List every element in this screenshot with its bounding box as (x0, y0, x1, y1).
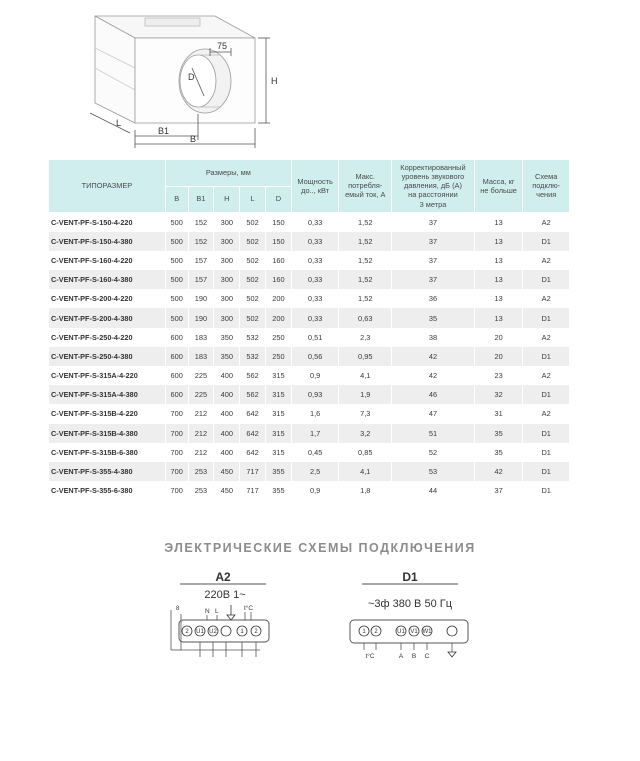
scheme-a2-label: A2 (215, 570, 231, 584)
cell-noise: 47 (392, 404, 475, 423)
cell-b1: 157 (188, 270, 214, 289)
cell-model: C-VENT-PF-S-150-4-380 (49, 232, 166, 251)
cell-mass: 32 (474, 385, 523, 404)
cell-b: 700 (165, 462, 188, 481)
table-row (49, 289, 570, 308)
cell-scheme: A2 (523, 328, 570, 347)
scheme-a2 (171, 570, 269, 657)
cell-b1: 152 (188, 212, 214, 232)
cell-b: 500 (165, 308, 188, 327)
cell-h: 300 (214, 251, 240, 270)
cell-l: 717 (240, 462, 266, 481)
cell-b: 700 (165, 404, 188, 423)
cell-b1: 225 (188, 385, 214, 404)
cell-b: 600 (165, 385, 188, 404)
cell-d: 315 (266, 385, 292, 404)
scheme-a2-terminal-4: 1 (240, 629, 244, 635)
cell-h: 450 (214, 481, 240, 500)
dim-75-label: 75 (217, 41, 228, 51)
wiring-schemes (0, 560, 640, 680)
cell-power: 0,56 (291, 347, 339, 366)
scheme-a2-terminal-1: 2 (185, 629, 189, 635)
cell-b1: 190 (188, 308, 214, 327)
cell-h: 350 (214, 328, 240, 347)
cell-power: 0,93 (291, 385, 339, 404)
cell-noise: 37 (392, 251, 475, 270)
table-row (49, 212, 570, 232)
spec-table-body (49, 212, 570, 500)
scheme-a2-terminal-3: U2 (209, 629, 217, 635)
table-row (49, 328, 570, 347)
cell-noise: 36 (392, 289, 475, 308)
table-row (49, 462, 570, 481)
cell-scheme: D1 (523, 270, 570, 289)
scheme-d1-term-c: C (424, 653, 430, 660)
cell-model: C-VENT-PF-S-150-4-220 (49, 212, 166, 232)
cell-model: C-VENT-PF-S-200-4-220 (49, 289, 166, 308)
dim-h-label: H (271, 76, 278, 86)
cell-b1: 183 (188, 347, 214, 366)
table-row (49, 347, 570, 366)
header-power: Мощность до.., кВт (291, 160, 339, 212)
scheme-a2-supply: 220В 1~ (204, 589, 246, 601)
cell-l: 642 (240, 424, 266, 443)
cell-l: 642 (240, 443, 266, 462)
cell-current: 4,1 (339, 366, 392, 385)
header-mass: Масса, кг не больше (474, 160, 523, 212)
cell-h: 300 (214, 212, 240, 232)
cell-d: 355 (266, 481, 292, 500)
cell-noise: 37 (392, 232, 475, 251)
cell-current: 4,1 (339, 462, 392, 481)
cell-noise: 51 (392, 424, 475, 443)
cell-scheme: D1 (523, 232, 570, 251)
table-row (49, 443, 570, 462)
cell-b: 700 (165, 443, 188, 462)
scheme-a2-ground-icon (227, 605, 235, 620)
header-b: B (165, 186, 188, 212)
cell-scheme: D1 (523, 385, 570, 404)
scheme-d1-terminal-3: U1 (397, 629, 405, 635)
cell-d: 150 (266, 232, 292, 251)
fan-box-drawing (80, 8, 290, 158)
cell-d: 355 (266, 462, 292, 481)
cell-noise: 42 (392, 347, 475, 366)
cell-b1: 157 (188, 251, 214, 270)
cell-scheme: D1 (523, 424, 570, 443)
cell-current: 1,52 (339, 289, 392, 308)
cell-l: 502 (240, 289, 266, 308)
cell-mass: 20 (474, 328, 523, 347)
table-row (49, 270, 570, 289)
cell-l: 717 (240, 481, 266, 500)
cell-l: 642 (240, 404, 266, 423)
scheme-a2-term-tc: t°C (244, 605, 254, 612)
cell-b: 600 (165, 328, 188, 347)
table-row (49, 366, 570, 385)
cell-mass: 13 (474, 232, 523, 251)
cell-mass: 13 (474, 212, 523, 232)
cell-d: 200 (266, 289, 292, 308)
cell-b1: 225 (188, 366, 214, 385)
cell-h: 300 (214, 308, 240, 327)
cell-scheme: D1 (523, 462, 570, 481)
cell-b1: 212 (188, 424, 214, 443)
cell-power: 0,33 (291, 232, 339, 251)
cell-b1: 253 (188, 481, 214, 500)
cell-noise: 37 (392, 270, 475, 289)
cell-b: 500 (165, 232, 188, 251)
table-row (49, 232, 570, 251)
cell-scheme: D1 (523, 308, 570, 327)
cell-d: 160 (266, 270, 292, 289)
scheme-d1-terminal-2: 2 (374, 629, 378, 635)
scheme-a2-term-l: L (215, 608, 219, 615)
cell-scheme: A2 (523, 251, 570, 270)
cell-l: 502 (240, 232, 266, 251)
cell-noise: 38 (392, 328, 475, 347)
cell-mass: 23 (474, 366, 523, 385)
scheme-d1 (350, 570, 468, 660)
cell-mass: 37 (474, 481, 523, 500)
cell-power: 1,6 (291, 404, 339, 423)
scheme-d1-terminal-4: V1 (410, 629, 418, 635)
cell-current: 1,9 (339, 385, 392, 404)
dim-b1-label: B1 (158, 126, 170, 136)
cell-scheme: A2 (523, 366, 570, 385)
table-row (49, 481, 570, 500)
cell-b: 600 (165, 347, 188, 366)
cell-mass: 13 (474, 251, 523, 270)
table-row (49, 308, 570, 327)
cell-mass: 31 (474, 404, 523, 423)
cell-model: C-VENT-PF-S-250-4-220 (49, 328, 166, 347)
scheme-d1-term-a: A (398, 653, 404, 660)
cell-d: 315 (266, 404, 292, 423)
cell-current: 0,63 (339, 308, 392, 327)
table-row (49, 385, 570, 404)
cell-l: 502 (240, 308, 266, 327)
cell-b: 700 (165, 481, 188, 500)
table-row (49, 404, 570, 423)
cell-current: 1,52 (339, 232, 392, 251)
cell-noise: 42 (392, 366, 475, 385)
cell-power: 0,45 (291, 443, 339, 462)
scheme-a2-terminal-5: 2 (254, 629, 258, 635)
header-model: ТИПОРАЗМЕР (49, 160, 166, 212)
cell-d: 315 (266, 366, 292, 385)
cell-h: 400 (214, 443, 240, 462)
cell-h: 450 (214, 462, 240, 481)
cell-l: 502 (240, 212, 266, 232)
spec-table (48, 160, 570, 500)
cell-h: 400 (214, 404, 240, 423)
cell-scheme: D1 (523, 347, 570, 366)
cell-current: 1,52 (339, 212, 392, 232)
cell-b: 500 (165, 251, 188, 270)
cell-power: 0,33 (291, 270, 339, 289)
cell-current: 0,95 (339, 347, 392, 366)
cell-b: 500 (165, 270, 188, 289)
cell-l: 502 (240, 251, 266, 270)
cell-b: 500 (165, 212, 188, 232)
header-h: H (214, 186, 240, 212)
table-row (49, 424, 570, 443)
cell-model: C-VENT-PF-S-250-4-380 (49, 347, 166, 366)
cell-power: 0,33 (291, 308, 339, 327)
cell-mass: 42 (474, 462, 523, 481)
header-dimensions: Размеры, мм (165, 160, 291, 186)
cell-noise: 53 (392, 462, 475, 481)
cell-model: C-VENT-PF-S-315A-4-380 (49, 385, 166, 404)
cell-b: 600 (165, 366, 188, 385)
dim-d-label: D (188, 72, 195, 82)
cell-noise: 44 (392, 481, 475, 500)
scheme-d1-terminal-5: W1 (422, 629, 432, 635)
cell-b: 500 (165, 289, 188, 308)
cell-model: C-VENT-PF-S-355-6-380 (49, 481, 166, 500)
cell-power: 0,9 (291, 481, 339, 500)
header-b1: B1 (188, 186, 214, 212)
cell-d: 250 (266, 328, 292, 347)
scheme-a2-term-8: 8 (176, 606, 180, 612)
cell-current: 1,52 (339, 270, 392, 289)
cell-power: 0,51 (291, 328, 339, 347)
cell-h: 350 (214, 347, 240, 366)
cell-power: 1,7 (291, 424, 339, 443)
cell-l: 562 (240, 366, 266, 385)
cell-l: 502 (240, 270, 266, 289)
scheme-d1-label: D1 (402, 570, 418, 584)
scheme-d1-supply: ~3ф 380 В 50 Гц (368, 598, 452, 610)
cell-model: C-VENT-PF-S-315B-6-380 (49, 443, 166, 462)
table-row (49, 251, 570, 270)
cell-model: C-VENT-PF-S-160-4-220 (49, 251, 166, 270)
cell-h: 300 (214, 289, 240, 308)
scheme-d1-term-tc: t°C (365, 653, 375, 660)
cell-power: 0,9 (291, 366, 339, 385)
cell-model: C-VENT-PF-S-160-4-380 (49, 270, 166, 289)
cell-h: 300 (214, 270, 240, 289)
cell-noise: 52 (392, 443, 475, 462)
cell-b1: 183 (188, 328, 214, 347)
dim-b-label: B (190, 134, 197, 144)
cell-power: 0,33 (291, 251, 339, 270)
scheme-a2-terminal-2: U1 (196, 629, 204, 635)
cell-mass: 20 (474, 347, 523, 366)
cell-mass: 13 (474, 308, 523, 327)
cell-l: 532 (240, 328, 266, 347)
cell-current: 7,3 (339, 404, 392, 423)
schemes-title: ЭЛЕКТРИЧЕСКИЕ СХЕМЫ ПОДКЛЮЧЕНИЯ (164, 541, 476, 555)
cell-b: 700 (165, 424, 188, 443)
scheme-d1-ground-icon (448, 652, 456, 657)
cell-model: C-VENT-PF-S-315B-4-220 (49, 404, 166, 423)
header-current: Макс. потребля- емый ток, А (339, 160, 392, 212)
cell-h: 400 (214, 385, 240, 404)
cell-d: 315 (266, 424, 292, 443)
cell-l: 562 (240, 385, 266, 404)
cell-model: C-VENT-PF-S-200-4-380 (49, 308, 166, 327)
cell-scheme: A2 (523, 404, 570, 423)
cell-scheme: D1 (523, 443, 570, 462)
cell-b1: 212 (188, 404, 214, 423)
cell-model: C-VENT-PF-S-315B-4-380 (49, 424, 166, 443)
cell-power: 0,33 (291, 289, 339, 308)
cell-current: 0,85 (339, 443, 392, 462)
cell-d: 250 (266, 347, 292, 366)
cell-b1: 253 (188, 462, 214, 481)
cell-current: 3,2 (339, 424, 392, 443)
header-d: D (266, 186, 292, 212)
scheme-a2-term-n: N (205, 608, 210, 615)
cell-noise: 35 (392, 308, 475, 327)
cell-model: C-VENT-PF-S-315A-4-220 (49, 366, 166, 385)
cell-mass: 35 (474, 443, 523, 462)
header-l: L (240, 186, 266, 212)
header-scheme: Схема подклю- чения (523, 160, 570, 212)
cell-current: 1,8 (339, 481, 392, 500)
cell-noise: 37 (392, 212, 475, 232)
cell-b1: 190 (188, 289, 214, 308)
cell-h: 400 (214, 424, 240, 443)
scheme-d1-terminal-1: 1 (362, 629, 366, 635)
dim-l-label: L (116, 118, 122, 128)
cell-h: 400 (214, 366, 240, 385)
scheme-d1-term-b: B (411, 653, 417, 660)
cell-l: 532 (240, 347, 266, 366)
cell-mass: 35 (474, 424, 523, 443)
cell-power: 2,5 (291, 462, 339, 481)
cell-model: C-VENT-PF-S-355-4-380 (49, 462, 166, 481)
cell-scheme: A2 (523, 289, 570, 308)
cell-power: 0,33 (291, 212, 339, 232)
cell-scheme: A2 (523, 212, 570, 232)
cell-d: 160 (266, 251, 292, 270)
header-noise: Корректированный уровень звукового давления, дБ (А) на расстоянии 3 метра (392, 160, 475, 212)
cell-mass: 13 (474, 289, 523, 308)
cell-noise: 46 (392, 385, 475, 404)
cell-b1: 152 (188, 232, 214, 251)
cell-b1: 212 (188, 443, 214, 462)
cell-mass: 13 (474, 270, 523, 289)
cell-d: 315 (266, 443, 292, 462)
cell-scheme: D1 (523, 481, 570, 500)
cell-d: 200 (266, 308, 292, 327)
cell-current: 2,3 (339, 328, 392, 347)
cell-h: 300 (214, 232, 240, 251)
cell-current: 1,52 (339, 251, 392, 270)
cell-d: 150 (266, 212, 292, 232)
